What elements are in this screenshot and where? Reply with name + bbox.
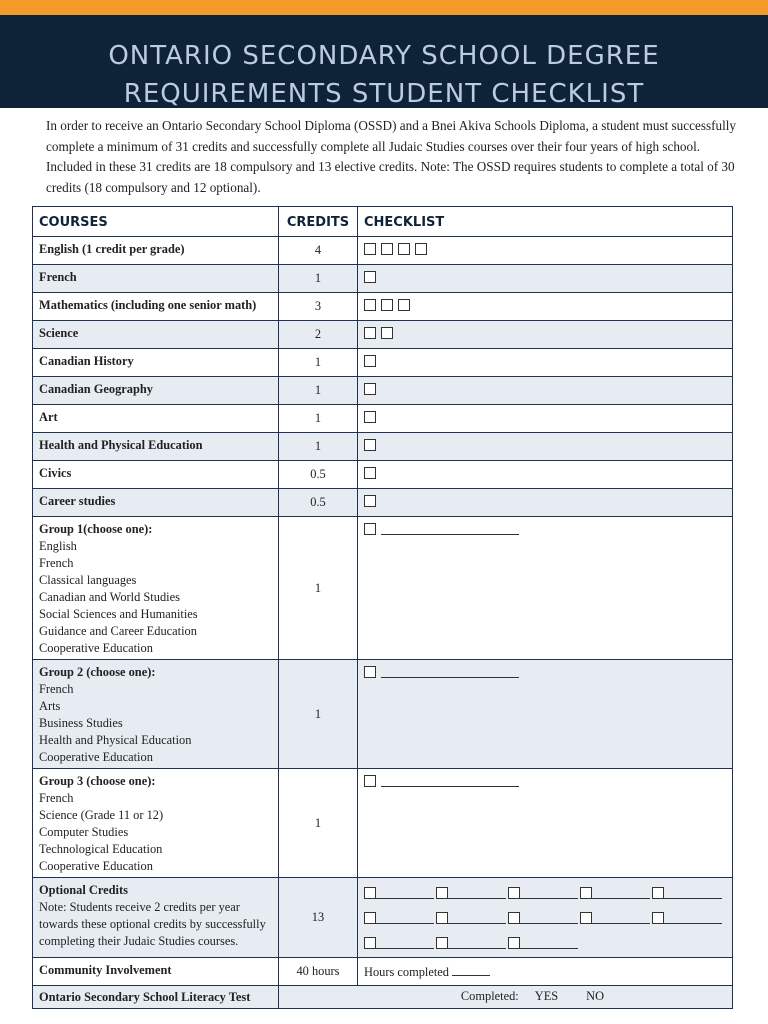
course-name: Health and Physical Education: [33, 433, 279, 461]
credits-value: 1: [279, 377, 358, 405]
group-title: Group 3 (choose one):: [39, 774, 156, 788]
table-row: [33, 433, 733, 461]
table-row: [33, 377, 733, 405]
checklist-cell: [358, 377, 733, 405]
checkbox[interactable]: [364, 299, 376, 311]
checkbox[interactable]: [364, 243, 376, 255]
course-name: Mathematics (including one senior math): [33, 293, 279, 321]
checklist-cell: [358, 489, 733, 517]
write-in-line[interactable]: [376, 938, 434, 949]
optional-checkbox-line: [364, 880, 726, 905]
checkbox[interactable]: [381, 243, 393, 255]
course-name: English (1 credit per grade): [33, 237, 279, 265]
optional-checkbox-line: [364, 905, 726, 930]
write-in-line[interactable]: [381, 667, 519, 678]
checklist-cell: [358, 433, 733, 461]
checkbox[interactable]: [364, 355, 376, 367]
checkbox[interactable]: [381, 299, 393, 311]
credits-value: 1: [279, 349, 358, 377]
course-name: Canadian History: [33, 349, 279, 377]
write-in-line[interactable]: [520, 888, 578, 899]
checkbox[interactable]: [436, 887, 448, 899]
checklist-cell: [358, 517, 733, 660]
table-row: [33, 265, 733, 293]
checkbox[interactable]: [508, 912, 520, 924]
hours-input-line[interactable]: [452, 965, 490, 976]
accent-bar: [0, 0, 768, 15]
credits-value: 1: [279, 405, 358, 433]
write-in-line[interactable]: [376, 913, 434, 924]
checkbox[interactable]: [364, 495, 376, 507]
group-option: English: [39, 539, 77, 553]
checkbox[interactable]: [436, 912, 448, 924]
checklist-cell: [358, 237, 733, 265]
table-row: [33, 769, 733, 878]
group-option: Science (Grade 11 or 12): [39, 808, 164, 822]
checkbox[interactable]: [364, 937, 376, 949]
credits-value: 1: [279, 265, 358, 293]
group-option: Guidance and Career Education: [39, 624, 197, 638]
table-row: [33, 349, 733, 377]
write-in-line[interactable]: [381, 524, 519, 535]
optional-checkbox-line: [364, 930, 726, 955]
credits-value: 1: [279, 769, 358, 878]
group-option: French: [39, 556, 74, 570]
group-option: Health and Physical Education: [39, 733, 192, 747]
group-option: Cooperative Education: [39, 641, 153, 655]
checkbox[interactable]: [364, 887, 376, 899]
write-in-line[interactable]: [520, 938, 578, 949]
checklist-cell: [358, 321, 733, 349]
course-name: French: [33, 265, 279, 293]
write-in-line[interactable]: [664, 888, 722, 899]
checklist-cell: [358, 293, 733, 321]
completed-cell: [279, 986, 733, 1009]
page-title-line-1: ONTARIO SECONDARY SCHOOL DEGREE: [108, 41, 660, 71]
checkbox[interactable]: [364, 523, 376, 535]
table-row: [33, 958, 733, 986]
credits-value: 40 hours: [279, 958, 358, 986]
checkbox[interactable]: [580, 887, 592, 899]
checklist-cell: [358, 461, 733, 489]
table-row: [33, 986, 733, 1009]
course-name: Ontario Secondary School Literacy Test: [33, 986, 279, 1009]
checklist-cell: [358, 405, 733, 433]
table-row: [33, 405, 733, 433]
credits-value: 0.5: [279, 489, 358, 517]
credits-value: 13: [279, 878, 358, 958]
group-option: Technological Education: [39, 842, 163, 856]
checkbox[interactable]: [364, 912, 376, 924]
table-row: [33, 321, 733, 349]
course-name: Science: [33, 321, 279, 349]
hours-completed-label: Hours completed: [364, 965, 449, 979]
write-in-line[interactable]: [376, 888, 434, 899]
credits-value: 1: [279, 433, 358, 461]
write-in-line[interactable]: [448, 888, 506, 899]
group-option: Classical languages: [39, 573, 137, 587]
checklist-cell: [358, 660, 733, 769]
table-row: [33, 517, 733, 660]
group-cell: [33, 769, 279, 878]
header-credits: CREDITS: [279, 207, 358, 237]
group-option: Arts: [39, 699, 61, 713]
table-row: [33, 660, 733, 769]
checkbox[interactable]: [415, 243, 427, 255]
title-banner: [0, 15, 768, 108]
group-option: French: [39, 682, 74, 696]
table-header-row: [33, 207, 733, 237]
page-title-line-2: REQUIREMENTS STUDENT CHECKLIST: [123, 79, 645, 109]
credits-value: 3: [279, 293, 358, 321]
group-option: Canadian and World Studies: [39, 590, 180, 604]
write-in-line[interactable]: [520, 913, 578, 924]
group-option: French: [39, 791, 74, 805]
completed-label: Completed:: [460, 989, 519, 1003]
checkbox[interactable]: [364, 383, 376, 395]
credits-value: 1: [279, 517, 358, 660]
group-title: Group 2 (choose one):: [39, 665, 156, 679]
group-option: Computer Studies: [39, 825, 129, 839]
checklist-cell: [358, 769, 733, 878]
optional-cell: [33, 878, 279, 958]
checkbox[interactable]: [436, 937, 448, 949]
group-option: Cooperative Education: [39, 750, 153, 764]
group-option: Social Sciences and Humanities: [39, 607, 198, 621]
table-body: [33, 237, 733, 1009]
course-name: Career studies: [33, 489, 279, 517]
table-row: [33, 461, 733, 489]
group-title: Group 1(choose one):: [39, 522, 153, 536]
table-row: [33, 878, 733, 958]
credits-value: 4: [279, 237, 358, 265]
credits-value: 1: [279, 660, 358, 769]
checklist-cell: [358, 349, 733, 377]
group-option: Cooperative Education: [39, 859, 153, 873]
checkbox[interactable]: [364, 271, 376, 283]
credits-value: 2: [279, 321, 358, 349]
checklist-cell: [358, 958, 733, 986]
table-row: [33, 293, 733, 321]
write-in-line[interactable]: [448, 913, 506, 924]
no-option[interactable]: NO: [586, 989, 605, 1003]
checkbox[interactable]: [364, 666, 376, 678]
write-in-line[interactable]: [448, 938, 506, 949]
table-row: [33, 237, 733, 265]
intro-paragraph: In order to receive an Ontario Secondary School Diploma (OSSD) and a Bnei Akiva Schools Diploma, a student must successfully complete a minimum of 31 credits and successfully complete all Judaic Studies courses over their four years of high school. Included in these 31 credits are 18 compulsory and 13 elective credits. Note: The OSSD requires students to complete a total of 30 credits (18 compulsory and 12 optional).: [46, 118, 737, 195]
course-name: Community Involvement: [33, 958, 279, 986]
group-cell: [33, 660, 279, 769]
course-name: Canadian Geography: [33, 377, 279, 405]
checklist-table: [32, 206, 733, 1009]
write-in-line[interactable]: [592, 913, 650, 924]
credits-value: 0.5: [279, 461, 358, 489]
group-cell: [33, 517, 279, 660]
course-name: Art: [33, 405, 279, 433]
write-in-line[interactable]: [664, 913, 722, 924]
checkbox[interactable]: [398, 299, 410, 311]
checkbox[interactable]: [364, 775, 376, 787]
checklist-cell: [358, 878, 733, 958]
header-checklist: CHECKLIST: [358, 207, 733, 237]
write-in-line[interactable]: [592, 888, 650, 899]
checkbox[interactable]: [652, 887, 664, 899]
optional-note: Note: Students receive 2 credits per year towards these optional credits by successfully completing their Judaic Studies courses.: [39, 900, 266, 948]
header-courses: COURSES: [33, 207, 279, 237]
checkbox[interactable]: [364, 327, 376, 339]
checkbox[interactable]: [580, 912, 592, 924]
checklist-cell: [358, 265, 733, 293]
group-option: Business Studies: [39, 716, 123, 730]
checkbox[interactable]: [364, 439, 376, 451]
optional-title: Optional Credits: [39, 883, 128, 897]
checkbox[interactable]: [508, 887, 520, 899]
yes-option[interactable]: YES: [534, 989, 559, 1003]
write-in-line[interactable]: [381, 776, 519, 787]
checkbox[interactable]: [364, 467, 376, 479]
checkbox[interactable]: [398, 243, 410, 255]
checkbox[interactable]: [508, 937, 520, 949]
checkbox[interactable]: [381, 327, 393, 339]
table-row: [33, 489, 733, 517]
course-name: Civics: [33, 461, 279, 489]
checkbox[interactable]: [652, 912, 664, 924]
checkbox[interactable]: [364, 411, 376, 423]
